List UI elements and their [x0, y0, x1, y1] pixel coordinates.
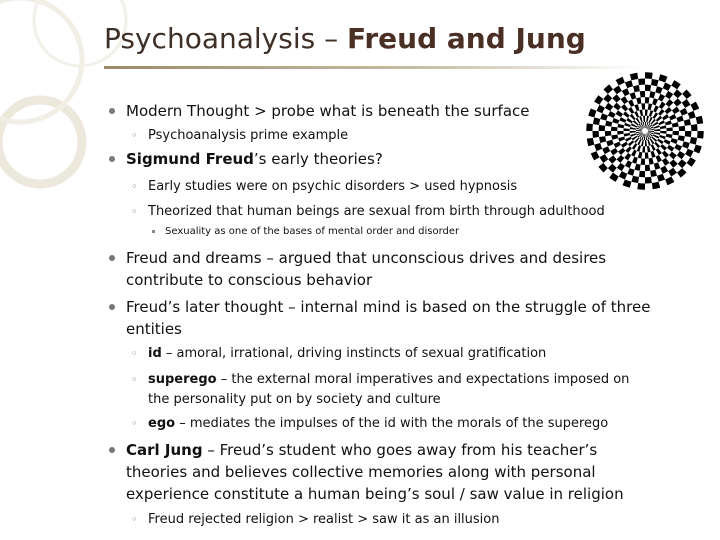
- bullet-ring: ◦: [131, 347, 138, 360]
- list-item: [131, 202, 605, 222]
- bullet-ring: ◦: [131, 373, 138, 386]
- bullet-text: Sexuality as one of the bases of mental order and disorder: [165, 226, 460, 237]
- list-item: [131, 510, 500, 530]
- illusion-segment: [639, 171, 645, 178]
- illusion-segment: [599, 125, 606, 131]
- bullet-ring: ◦: [131, 417, 138, 430]
- list-item: [126, 439, 624, 505]
- term-superego: superego: [148, 372, 217, 387]
- bullet-ring: ◦: [131, 129, 138, 142]
- illusion-segment: [691, 124, 698, 131]
- bullet-text-line: experience constitute a human being’s soul / saw value in religion: [126, 485, 624, 503]
- term-ego: ego: [148, 416, 176, 431]
- bullet-square: [152, 230, 155, 233]
- list-item: [126, 296, 650, 340]
- list-item: [131, 414, 609, 434]
- bullet-text: Psychoanalysis prime example: [148, 128, 349, 143]
- illusion-segment: [697, 131, 704, 139]
- illusion-segment: [592, 131, 599, 138]
- list-item: [126, 148, 383, 170]
- bullet-text: Modern Thought > probe what is beneath the surface: [126, 102, 530, 120]
- bullet-text-line: contribute to conscious behavior: [126, 271, 373, 289]
- illusion-segment: [645, 177, 652, 184]
- bullet-text: Theorized that human beings are sexual from birth through adulthood: [148, 204, 605, 219]
- illusion-segment: [605, 131, 611, 136]
- bullet-dot: [109, 447, 115, 453]
- bullet-dot: [109, 255, 115, 261]
- illusion-segment: [645, 85, 651, 92]
- illusion-segment: [679, 126, 685, 131]
- bullet-dot: [109, 156, 115, 162]
- illusion-segment: [586, 123, 593, 131]
- title-bold: Freud and Jung: [347, 22, 586, 55]
- bullet-text-line: Freud and dreams – argued that unconscious drives and desires: [126, 249, 607, 267]
- list-item: [131, 370, 630, 410]
- bullet-text-line: the personality put on by society and culture: [148, 392, 441, 407]
- title-underline: [104, 66, 644, 69]
- illusion-segment: [645, 72, 653, 79]
- bullet-text-line: theories and believes collective memories along with personal: [126, 463, 596, 481]
- illusion-segment: [645, 165, 650, 171]
- bullet-dot: [109, 108, 115, 114]
- bullet-text: – amoral, irrational, driving instincts of sexual gratification: [161, 346, 547, 361]
- list-item: [131, 344, 547, 364]
- bullet-text: – Freud’s student who goes away from his teacher’s: [202, 441, 598, 459]
- bullet-text: – mediates the impulses of the id with the morals of the superego: [175, 416, 609, 431]
- bullet-ring: ◦: [131, 513, 138, 526]
- bullet-text: Freud rejected religion > realist > saw it as an illusion: [148, 512, 500, 527]
- illusion-segment: [685, 131, 692, 137]
- bullet-text: Early studies were on psychic disorders > used hypnosis: [148, 179, 518, 194]
- bullet-text-line: entities: [126, 320, 182, 338]
- optical-illusion-image: [586, 72, 704, 190]
- bullet-dot: [109, 304, 115, 310]
- list-item: [126, 100, 530, 122]
- bullet-text-line: Freud’s later thought – internal mind is based on the struggle of three: [126, 298, 651, 316]
- bullet-ring: ◦: [131, 205, 138, 218]
- bullet-text: ’s early theories?: [253, 150, 383, 168]
- slide-title: [104, 22, 586, 55]
- term-id: id: [148, 346, 162, 361]
- illusion-segment: [637, 183, 645, 190]
- list-item: [165, 225, 459, 239]
- list-item: [131, 126, 349, 146]
- illusion-segment: [638, 78, 645, 85]
- list-item: [126, 247, 606, 291]
- illusion-segment: [640, 91, 645, 97]
- title-plain: Psychoanalysis –: [104, 22, 347, 55]
- list-item: [131, 177, 518, 197]
- bullet-ring: ◦: [131, 180, 138, 193]
- bullet-bold: Sigmund Freud: [126, 150, 254, 168]
- bullet-text: – the external moral imperatives and expectations imposed on: [216, 372, 630, 387]
- term-carl-jung: Carl Jung: [126, 441, 203, 459]
